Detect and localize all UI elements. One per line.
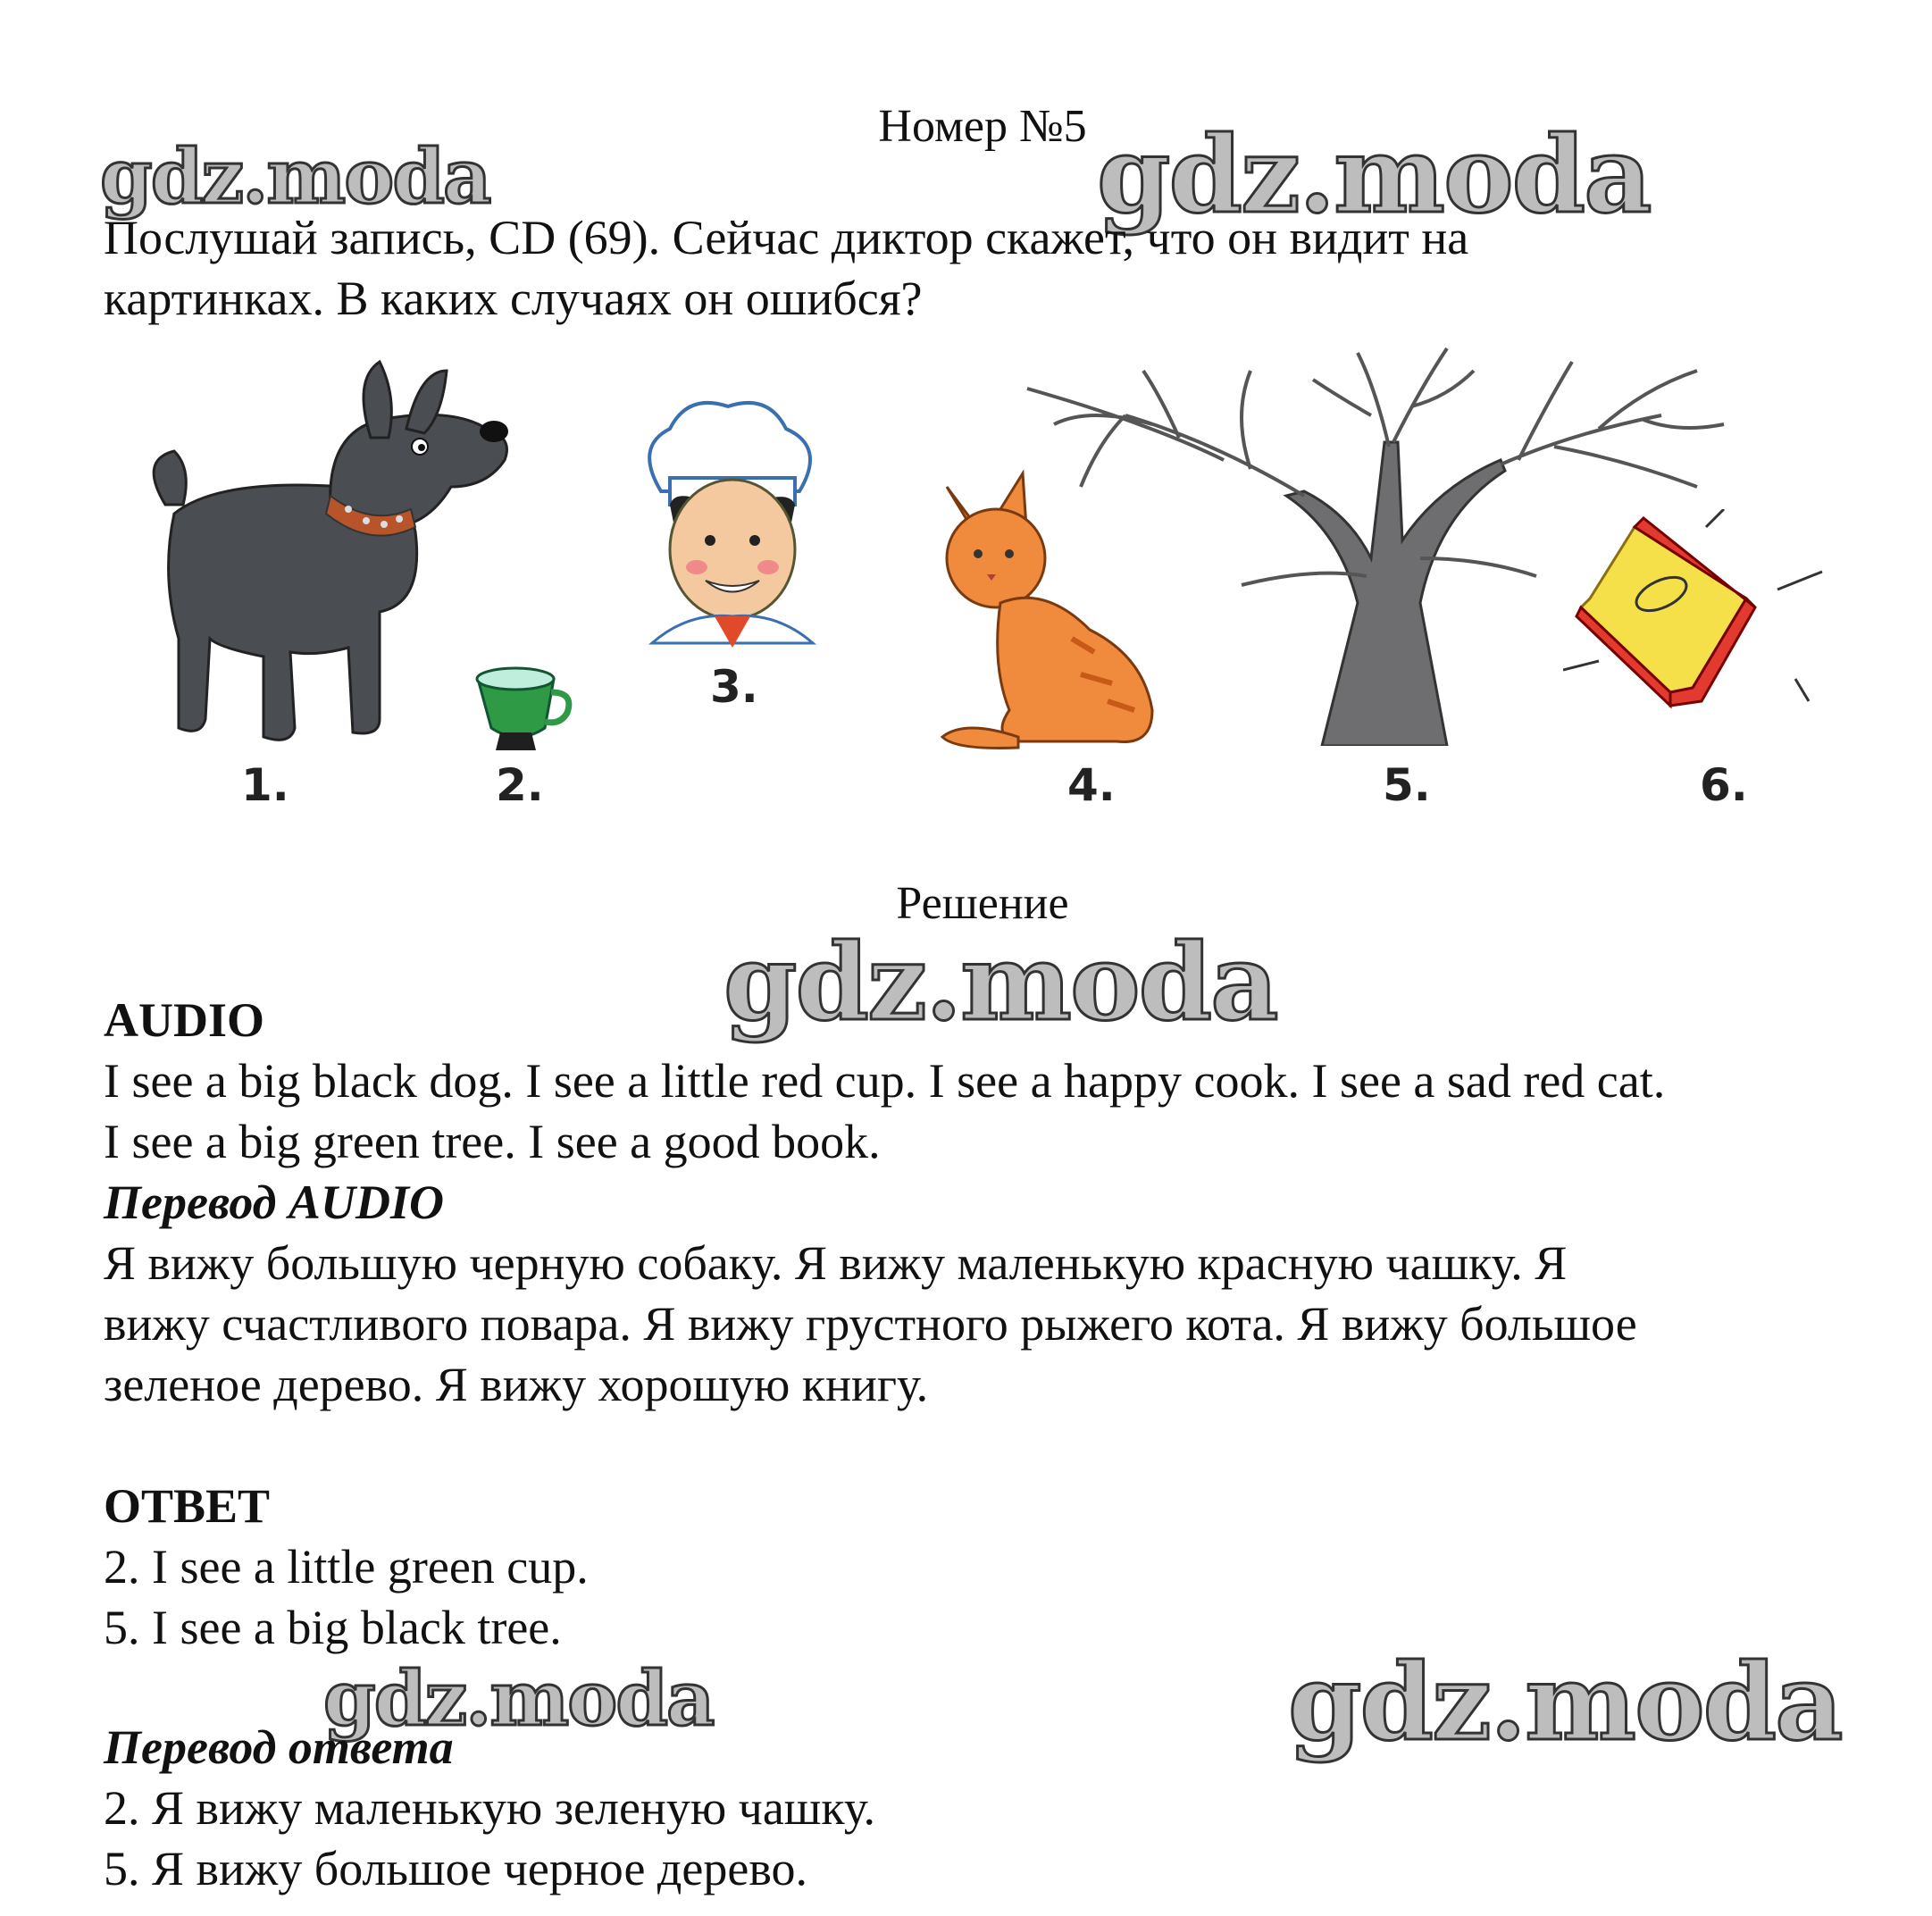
picture-number: 2. [496, 759, 544, 811]
audio-translation-heading: Перевод AUDIO [104, 1176, 444, 1229]
watermark-logo: gdz.moda [323, 1654, 714, 1743]
picture-number: 3. [710, 661, 758, 713]
answer-translation-line: 2. Я вижу маленькую зеленую чашку. [104, 1781, 875, 1835]
audio-translation-line: Я вижу большую черную собаку. Я вижу маленькую красную чашку. Я [104, 1236, 1568, 1290]
audio-line: I see a big green tree. I see a good book. [104, 1115, 881, 1168]
watermark-logo: gdz.moda [1097, 113, 1651, 237]
dog-icon [112, 353, 523, 755]
answer-heading: ОТВЕТ [104, 1479, 271, 1533]
task-line: картинках. В каких случаях он ошибся? [104, 272, 923, 325]
audio-line: I see a big black dog. I see a little red cup. I see a happy cook. I see a sad red cat. [104, 1054, 1666, 1108]
task-line: Послушай запись, CD (69). Сейчас диктор скажет, что он видит на [104, 211, 1469, 264]
cup-icon [469, 661, 576, 759]
watermark-logo: gdz.moda [100, 132, 490, 221]
watermark-logo: gdz.moda [723, 920, 1277, 1044]
answer-line: 5. I see a big black tree. [104, 1601, 562, 1654]
solution-title: Решение [896, 878, 1069, 929]
cook-icon [634, 393, 826, 652]
page-title: Номер №5 [878, 101, 1087, 152]
audio-translation-line: вижу счастливого повара. Я вижу грустного рыжего кота. Я вижу большое [104, 1297, 1637, 1351]
picture-number: 6. [1700, 759, 1748, 811]
audio-heading: AUDIO [104, 993, 265, 1047]
answer-line: 2. I see a little green cup. [104, 1540, 589, 1594]
answer-translation-line: 5. Я вижу большое черное дерево. [104, 1842, 807, 1895]
watermark-logo: gdz.moda [1288, 1640, 1842, 1764]
answer-translation-heading: Перевод ответа [104, 1720, 454, 1774]
picture-number: 1. [241, 759, 289, 811]
picture-number: 4. [1067, 759, 1116, 811]
audio-translation-line: зеленое дерево. Я вижу хорошую книгу. [104, 1358, 929, 1411]
picture-number: 5. [1383, 759, 1431, 811]
book-icon [1563, 509, 1831, 732]
